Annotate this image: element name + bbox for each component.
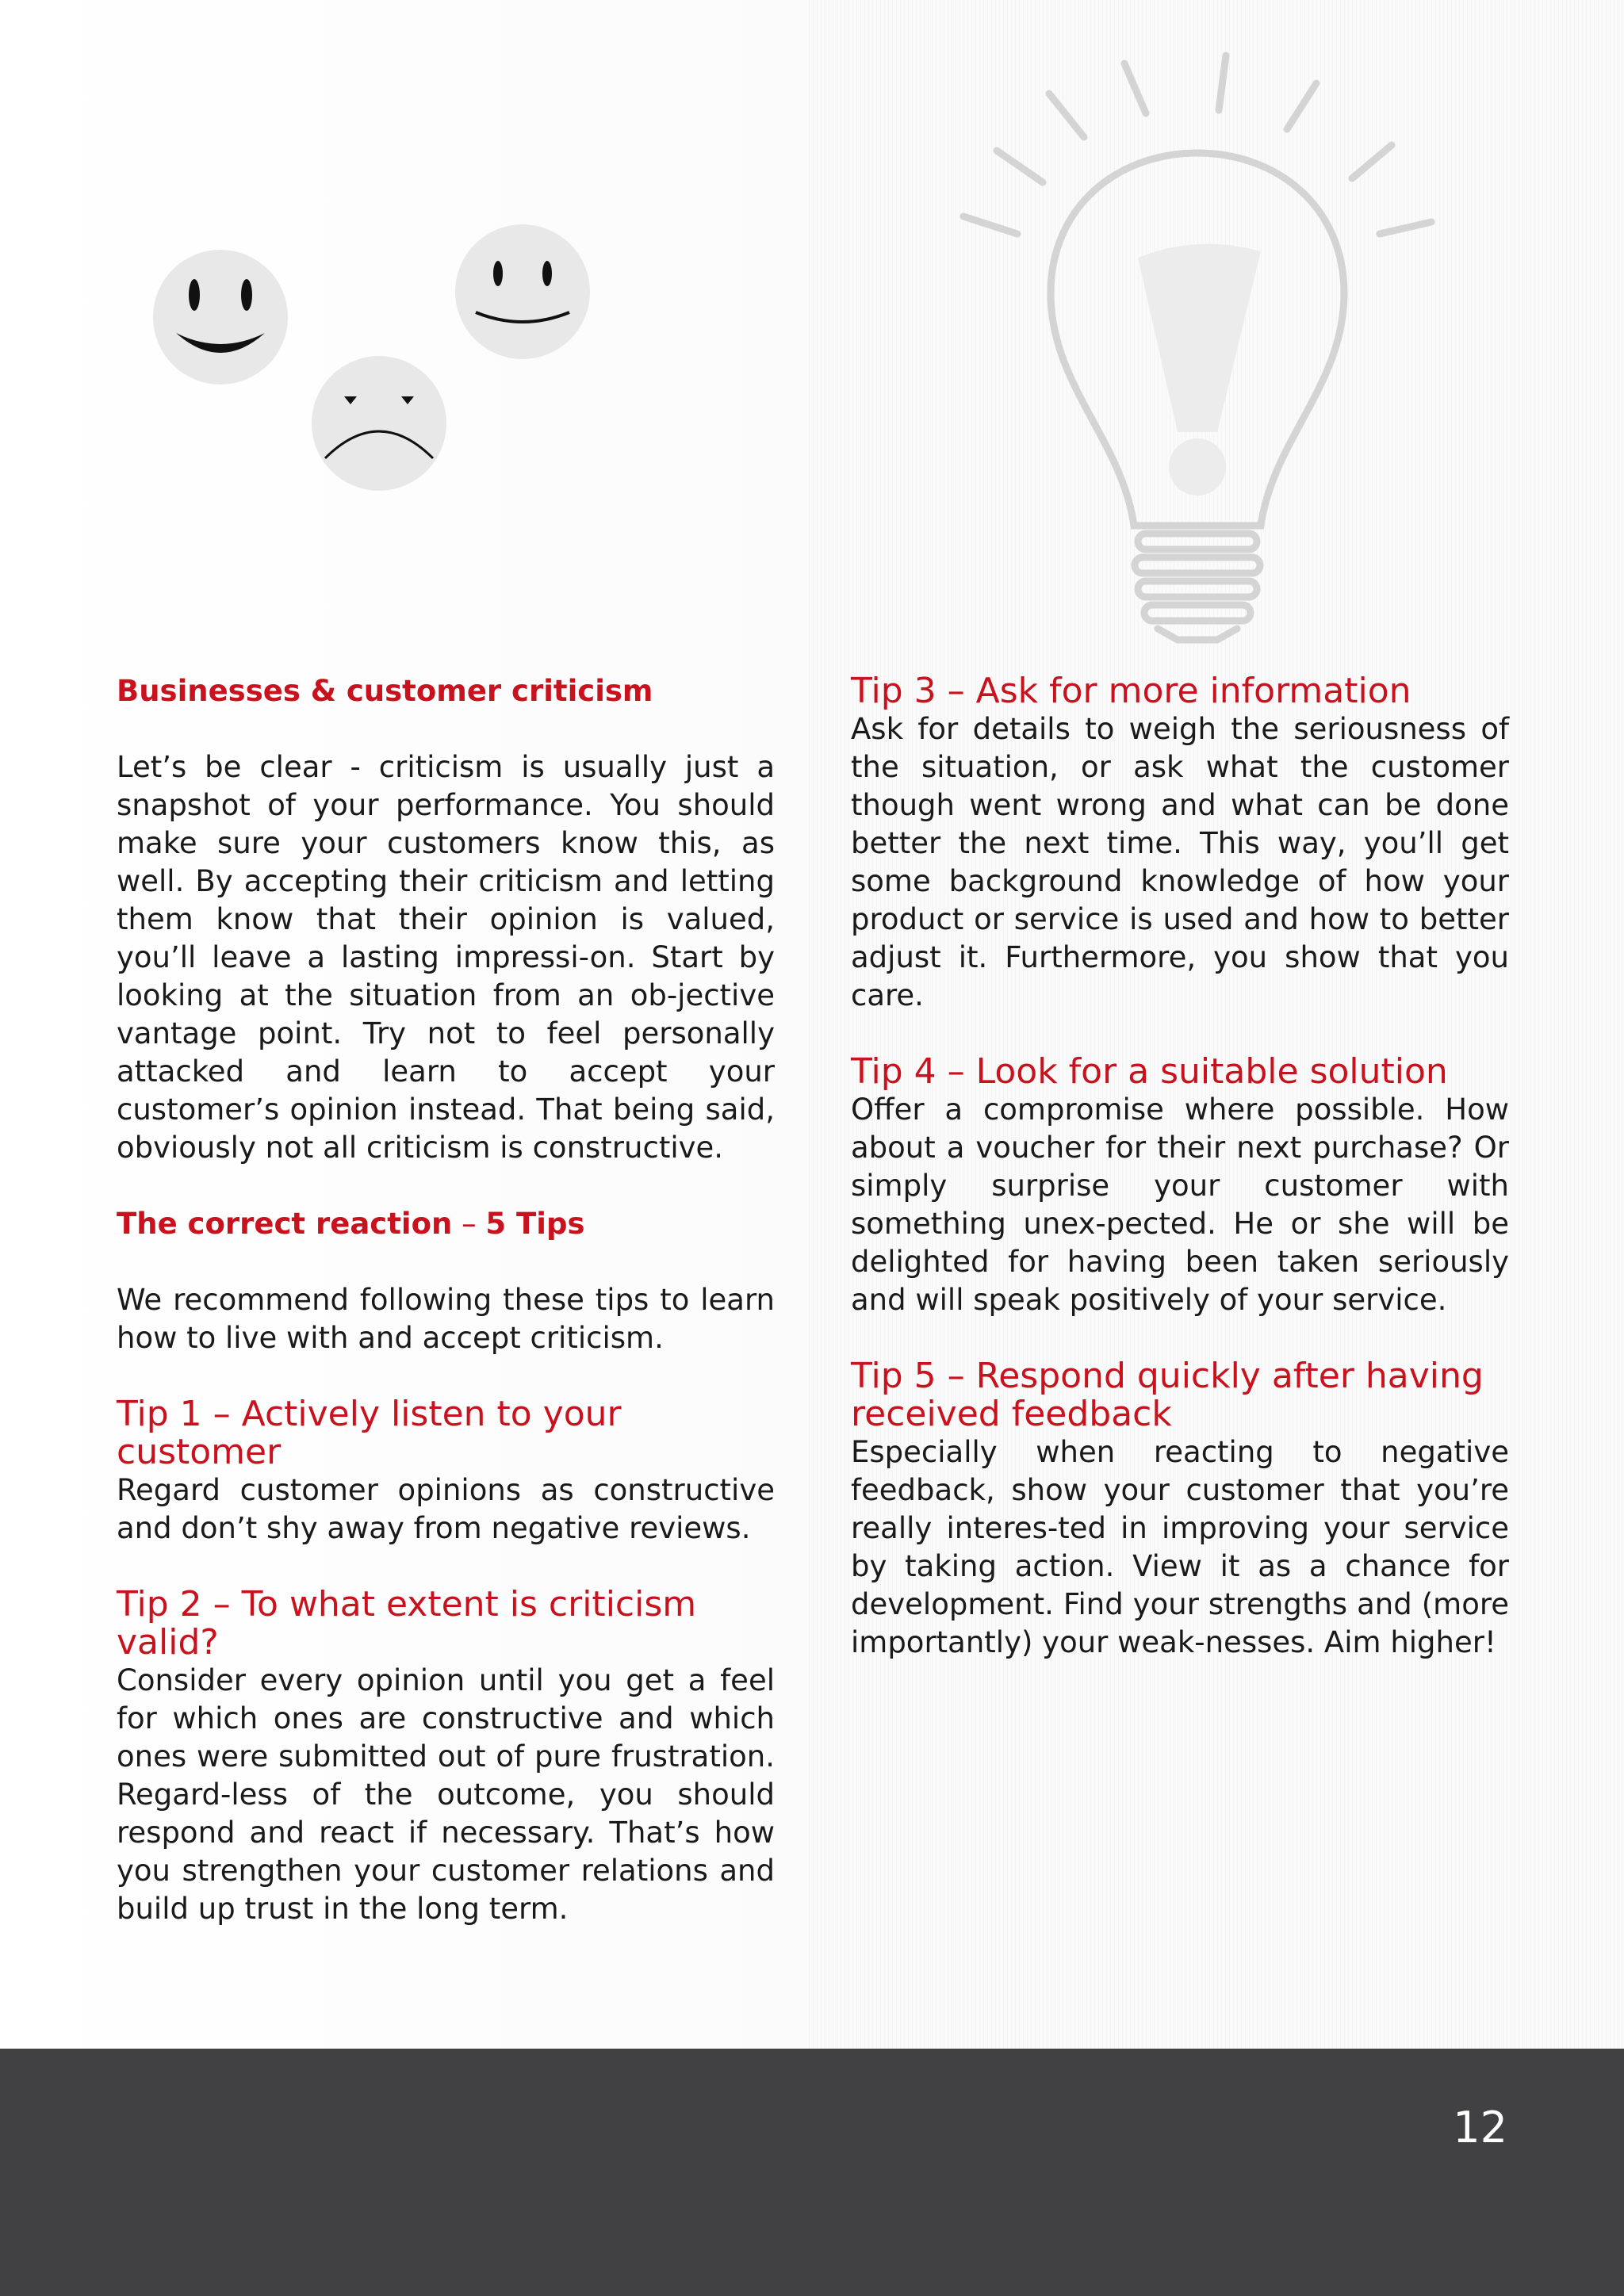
footer-bar — [0, 2049, 1624, 2296]
tip5-body: Especially when reacting to negative feedback, show your customer that you’re really interes-ted in improving your service by taking action. View it as a chance for development. Find your strengths and (more importantly) your weak-nesses. Aim higher! — [851, 1435, 1509, 1659]
reaction-heading-tips: 5 Tips — [485, 1207, 585, 1241]
tip1-body: Regard customer opinions as constructive and don’t shy away from negative reviews. — [117, 1473, 775, 1545]
tip5-title-line1: Tip 5 – Respond quickly after having — [851, 1356, 1484, 1396]
intro-paragraph: Let’s be clear - criticism is usually just a snapshot of your performance. You should make sure your customers know this, as well. By accepting their criticism and letting them know that their opinion is valued, you’ll leave a lasting impressi-on. Start by looking at the situation from an ob-jective vantage point. Try not to feel personally attacked and learn to accept your customer’s opinion instead. That being said, obviously not all criticism is constructive. — [117, 750, 775, 1165]
tip4-title: Tip 4 – Look for a suitable solution — [851, 1051, 1448, 1092]
tip5-title-line2: received feedback — [851, 1394, 1172, 1434]
reaction-heading-dash: – — [452, 1207, 486, 1241]
tip1-title: Tip 1 – Actively listen to your customer — [117, 1394, 622, 1472]
page-number: 12 — [1453, 2103, 1507, 2152]
right-column — [851, 672, 1509, 1662]
sad-smiley-icon — [312, 356, 446, 491]
left-column — [117, 672, 775, 1928]
content-smiley-icon — [455, 224, 590, 359]
lightbulb-icon — [948, 44, 1455, 654]
reaction-heading-text: The correct reaction — [117, 1207, 453, 1241]
happy-smiley-icon — [153, 250, 288, 385]
section-heading-criticism: Businesses & customer criticism — [117, 674, 653, 708]
tip3-body: Ask for details to weigh the seriousness of the situation, or ask what the customer though went wrong and what can be done better the next time. This way, you’ll get some background knowledge of how your product or service is used and how to better adjust it. Furthermore, you show that you care. — [851, 712, 1509, 1012]
tip2-body: Consider every opinion until you get a feel for which ones are constructive and which ones were submitted out of pure frustration. Regard-less of the outcome, you should respond and react if necessary. That’s how you strengthen your customer relations and build up trust in the long term. — [117, 1663, 775, 1926]
tip2-title: Tip 2 – To what extent is criticism valid? — [117, 1584, 697, 1663]
smileys-illustration — [135, 206, 626, 507]
tip5-title — [851, 1357, 1509, 1433]
tip3-title: Tip 3 – Ask for more information — [851, 671, 1411, 711]
section-heading-reaction — [117, 1205, 775, 1243]
recommend-paragraph: We recommend following these tips to learn how to live with and accept criticism. — [117, 1283, 775, 1355]
tip4-body: Offer a compromise where possible. How about a voucher for their next purchase? Or simply surprise your customer with something unex-pected. He or she will be delighted for having been taken seriously and will speak positively of your service. — [851, 1093, 1509, 1317]
